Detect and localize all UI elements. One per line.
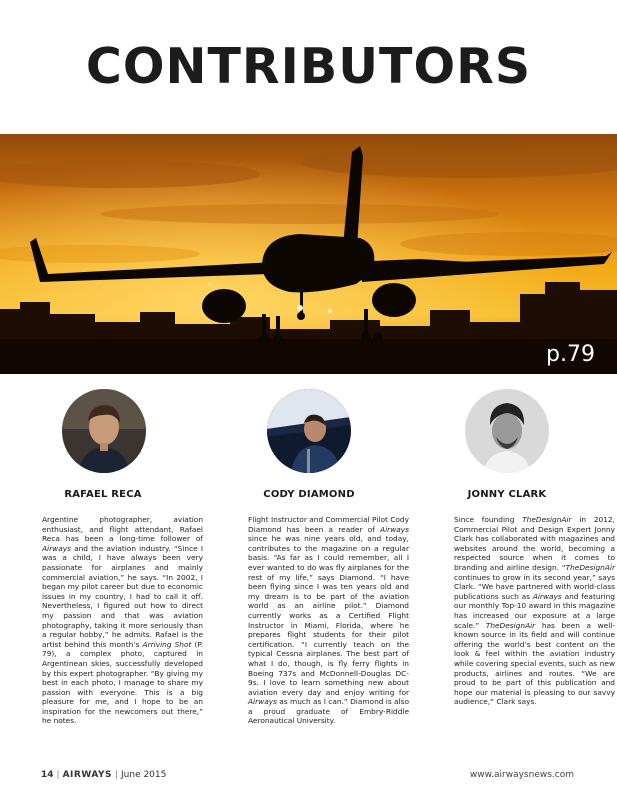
website-url[interactable]: www.airwaysnews.com	[469, 770, 574, 780]
hero-photo	[0, 134, 617, 374]
contributor-bio-cody-diamond: Flight Instructor and Commercial Pilot Cody Diamond has been a reader of Airways since he was nine years old, and today, contributes to the magazine on a regular basis. “As far as I could remember, all I ever wanted to do was fly airplanes for the rest of my life,” says Diamond. “I have been flying since I was ten years old and my dream is to be part of the aviation world as an airline pilot.” Diamond currently works as a Certified Flight Instructor in Miami, Florida, where he prepares flight students for their pilot certification. “I currently teach on the typical Cessna airplanes. The best part of what I do, though, is fly ferry flights in Boeing 737s and McDonnell-Douglas DC-9s. I love to learn something new about aviation every day and enjoy writing for Airways as much as I can.” Diamond is also a proud graduate of Embry-Riddle Aeronautical University.	[248, 515, 409, 726]
avatar-rafael-reca	[62, 389, 146, 473]
footer-folio	[41, 770, 166, 780]
magazine-name: AIRWAYS	[62, 770, 112, 780]
contributor-bio-rafael-reca: Argentine photographer, aviation enthusiast, and flight attendant, Rafael Reca has been a long-time follower of Airways and the aviation industry. “Since I was a child, I have always been very passionate for airplanes and mainly commercial aviation,” he says. “In 2002, I began my pilot career but due to economic issues in my country, I had to call it off. Nevertheless, I figured out how to direct my passion and that was aviation photography, taking it more seriously than a regular hobby,” he admits. Rafael is the artist behind this month’s Arriving Shot (P. 79), a complex photo, captured in Argentinean skies, successfully developed by this expert photographer. “By giving my best in each photo, I manage to share my passion with everyone. This is a big pleasure for me, and I hope to be an inspiration for the newcomers out there,” he notes.	[42, 515, 204, 726]
photo-page-reference: p.79	[546, 342, 595, 367]
footer-separator-2: |	[114, 770, 118, 780]
page-title: CONTRIBUTORS	[85, 38, 532, 95]
avatar-jonny-clark	[465, 389, 549, 473]
issue-date: June 2015	[121, 770, 167, 780]
contributor-name-cody-diamond: CODY DIAMOND	[263, 489, 355, 500]
contributor-name-jonny-clark: JONNY CLARK	[467, 489, 547, 500]
footer-separator: |	[56, 770, 60, 780]
contributor-name-rafael-reca: RAFAEL RECA	[64, 489, 142, 500]
airplane-sunset-illustration	[0, 134, 617, 374]
contributor-bio-jonny-clark: Since founding TheDesignAir in 2012, Commercial Pilot and Design Expert Jonny Clark has collaborated with magazines and websites around the world, becoming a respected source when it comes to branding and airline design. “TheDesignAir continues to grow in its second year,” says Clark. “We have partnered with world-class publications such as Airways and featuring our monthly Top-10 award in this magazine has increased our exposure at a large scale.” TheDesignAir has been a well-known source in its field and will continue offering the world’s best content on the look & feel within the aviation industry while covering special events, such as new products, airlines and routes. “We are proud to be part of this publication and hope our material is pleasing to our savvy audience,” Clark says.	[454, 515, 615, 707]
avatar-cody-diamond	[267, 389, 351, 473]
page-number: 14	[41, 770, 54, 780]
